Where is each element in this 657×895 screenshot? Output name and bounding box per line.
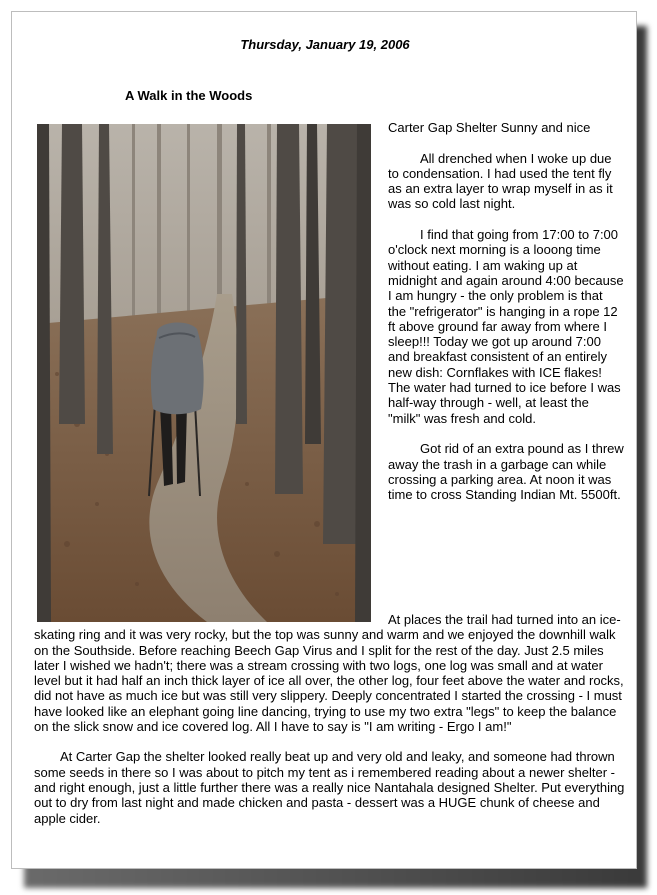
journal-page [11, 11, 637, 869]
entry-date: Thursday, January 19, 2006 [240, 37, 410, 52]
full-width-text [34, 612, 632, 841]
paragraph: Got rid of an extra pound as I threw away the trash in a garbage can while crossing a parking area. At noon it was time to cross Standing Indian Mt. 5500ft. [388, 441, 624, 503]
paragraph: All drenched when I woke up due to condensation. I had used the tent fly as an extra layer to wrap myself in as it was so cold last night. [388, 150, 613, 212]
forest-trail-image [37, 124, 371, 622]
hiker-photo [37, 124, 371, 622]
location-line: Carter Gap Shelter Sunny and nice [388, 120, 591, 135]
side-column [388, 120, 624, 518]
paragraph: At places the trail had turned into an ice-skating ring and it was very rocky, but the top was sunny and warm and we enjoyed the downhill walk on the Southside. Before reaching Beech Gap Virus and I split for the rest of the day. Just 2.5 miles later I wished we hadn't; there was a stream crossing with two logs, one log was small and at water level but it had half an inch thick layer of ice all over, the other log, four feet above the water and rocks, did not have as much ice but was still very slippery. Deeply concentrated I started the crossing - I must have looked like an elephant going line dancing, trying to use my two extra "legs" to keep the balance on the slick snow and ice covered log. All I have to say is "I am writing - Ergo I am!" [34, 612, 624, 735]
entry-title: A Walk in the Woods [125, 88, 253, 103]
paragraph: At Carter Gap the shelter looked really beat up and very old and leaky, and someone had thrown some seeds in there so I was about to pitch my tent as i remembered reading about a newer shelter - and right enough, just a little further there was a really nice Nantahala designed Shelter. Put everything out to dry from last night and made chicken and pasta - dessert was a HUGE chunk of cheese and apple cider. [34, 749, 625, 826]
paragraph: I find that going from 17:00 to 7:00 o'clock next morning is a looong time without eating. I am waking up at midnight and again around 4:00 because I am hungry - the only problem is that the "refrigerator" is hanging in a rope 12 ft above ground far away from where I sleep!!! Today we got up around 7:00 and breakfast consistent of an entirely new dish: Cornflakes with ICE flakes! The water had turned to ice before I was half-way through - well, at least the "milk" was fresh and cold. [388, 227, 624, 426]
